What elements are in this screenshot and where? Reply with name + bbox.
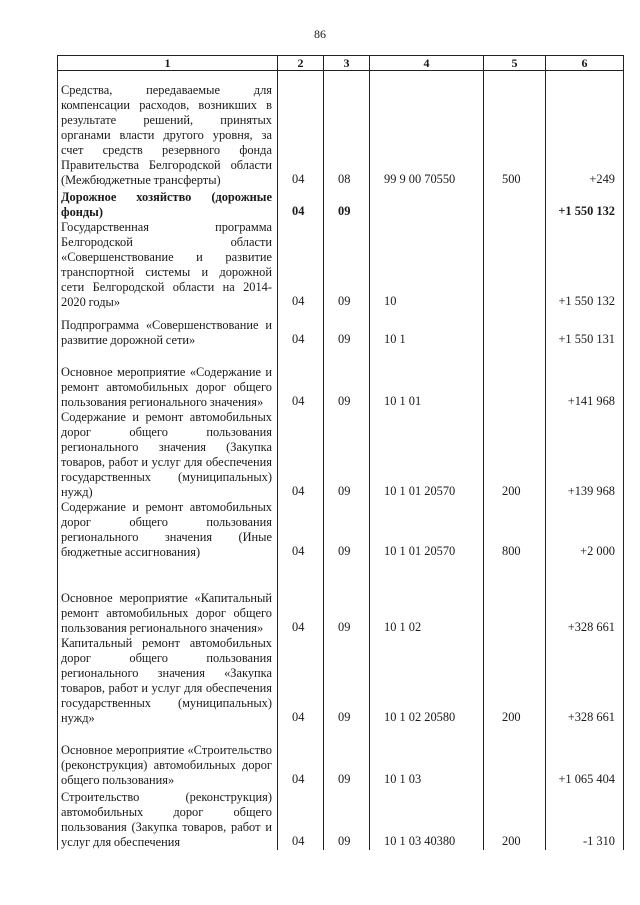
row-target: 99 9 00 70550 [370, 71, 484, 188]
row-amount: +328 661 [546, 560, 624, 636]
row-subsection: 09 [324, 310, 370, 348]
table-row [58, 788, 624, 850]
row-type [484, 188, 546, 220]
row-type: 200 [484, 410, 546, 500]
row-type [484, 560, 546, 636]
row-amount: +2 000 [546, 500, 624, 560]
row-subsection: 09 [324, 410, 370, 500]
table-row [58, 500, 624, 560]
row-section: 04 [278, 71, 324, 188]
row-amount: +328 661 [546, 636, 624, 726]
row-amount: +1 065 404 [546, 726, 624, 788]
row-description: Дорожное хозяйство (дорожные фонды) [58, 188, 278, 220]
row-section: 04 [278, 188, 324, 220]
row-target: 10 1 02 20580 [370, 636, 484, 726]
table-row [58, 636, 624, 726]
row-amount: +1 550 132 [546, 188, 624, 220]
row-amount: +1 550 131 [546, 310, 624, 348]
row-section: 04 [278, 560, 324, 636]
page-number: 86 [314, 27, 326, 41]
row-section: 04 [278, 410, 324, 500]
column-header: 2 [278, 56, 324, 71]
table-row [58, 348, 624, 410]
column-header: 5 [484, 56, 546, 71]
row-type [484, 348, 546, 410]
row-section: 04 [278, 500, 324, 560]
row-type [484, 726, 546, 788]
row-subsection: 09 [324, 788, 370, 850]
row-type: 200 [484, 788, 546, 850]
table-row [58, 71, 624, 188]
table-header-row [58, 56, 624, 71]
row-type: 800 [484, 500, 546, 560]
row-description: Основное мероприятие «Содержание и ремонт автомобильных дорог общего пользования регионального значения» [58, 348, 278, 410]
row-target: 10 1 01 20570 [370, 410, 484, 500]
row-description: Средства, передаваемые для компенсации расходов, возникших в результате решений, принятых органами власти другого уровня, за счет средств резервного фонда Правительства Белгородской области (Межбюджетные трансферты) [58, 71, 278, 188]
row-description: Содержание и ремонт автомобильных дорог общего пользования регионального значения (Закупка товаров, работ и услуг для обеспечения государственных (муниципальных) нужд) [58, 410, 278, 500]
column-header: 1 [58, 56, 278, 71]
table-row [58, 220, 624, 310]
row-description: Подпрограмма «Совершенствование и развитие дорожной сети» [58, 310, 278, 348]
row-target: 10 1 01 20570 [370, 500, 484, 560]
row-target: 10 1 02 [370, 560, 484, 636]
row-target: 10 1 [370, 310, 484, 348]
row-amount: +141 968 [546, 348, 624, 410]
row-type [484, 220, 546, 310]
row-subsection: 09 [324, 188, 370, 220]
row-amount: +249 [546, 71, 624, 188]
row-amount: -1 310 [546, 788, 624, 850]
row-target: 10 1 01 [370, 348, 484, 410]
row-section: 04 [278, 220, 324, 310]
table-row [58, 726, 624, 788]
row-description: Основное мероприятие «Строительство (реконструкция) автомобильных дорог общего пользования» [58, 726, 278, 788]
table-row [58, 560, 624, 636]
row-type: 200 [484, 636, 546, 726]
column-header: 4 [370, 56, 484, 71]
row-subsection: 09 [324, 560, 370, 636]
row-section: 04 [278, 348, 324, 410]
table-row [58, 410, 624, 500]
table-row [58, 188, 624, 220]
row-description: Государственная программа Белгородской области «Совершенствование и развитие транспортной системы и дорожной сети Белгородской области на 2014-2020 годы» [58, 220, 278, 310]
row-target: 10 [370, 220, 484, 310]
row-subsection: 09 [324, 220, 370, 310]
row-description: Строительство (реконструкция) автомобильных дорог общего пользования (Закупка товаров, работ и услуг для обеспечения [58, 788, 278, 850]
row-target [370, 188, 484, 220]
row-section: 04 [278, 310, 324, 348]
row-description: Капитальный ремонт автомобильных дорог общего пользования регионального значения «Закупка товаров, работ и услуг для обеспечения государственных (муниципальных) нужд» [58, 636, 278, 726]
column-header: 3 [324, 56, 370, 71]
row-subsection: 09 [324, 348, 370, 410]
row-target: 10 1 03 [370, 726, 484, 788]
row-amount: +1 550 132 [546, 220, 624, 310]
row-subsection: 08 [324, 71, 370, 188]
column-header: 6 [546, 56, 624, 71]
table-row [58, 310, 624, 348]
row-section: 04 [278, 726, 324, 788]
row-description: Содержание и ремонт автомобильных дорог общего пользования регионального значения (Иные бюджетные ассигнования) [58, 500, 278, 560]
row-target: 10 1 03 40380 [370, 788, 484, 850]
row-subsection: 09 [324, 636, 370, 726]
row-section: 04 [278, 636, 324, 726]
row-description: Основное мероприятие «Капитальный ремонт автомобильных дорог общего пользования регионального значения» [58, 560, 278, 636]
row-subsection: 09 [324, 726, 370, 788]
row-section: 04 [278, 788, 324, 850]
budget-table [57, 55, 624, 850]
row-subsection: 09 [324, 500, 370, 560]
row-amount: +139 968 [546, 410, 624, 500]
row-type: 500 [484, 71, 546, 188]
row-type [484, 310, 546, 348]
